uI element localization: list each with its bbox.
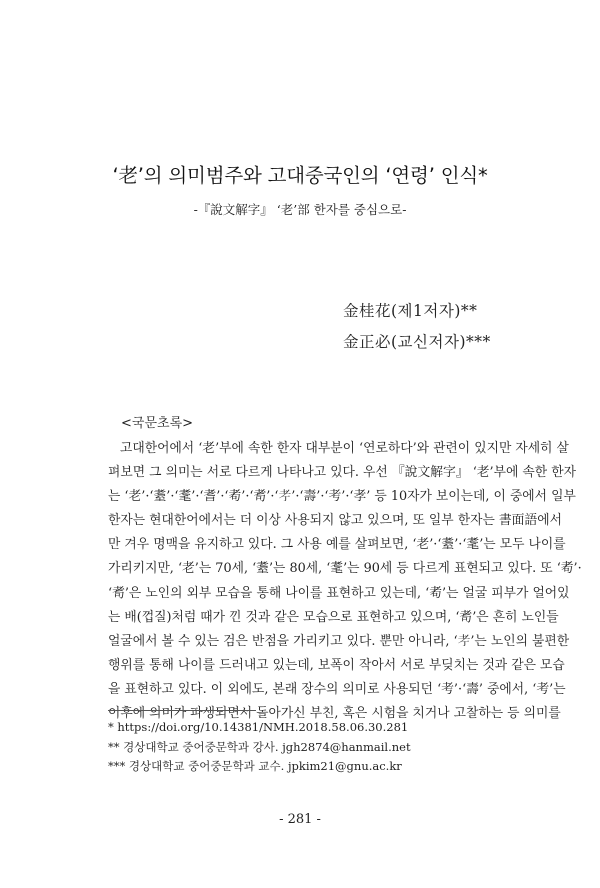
- paper-title: ‘老’의 의미범주와 고대중국인의 ‘연령’ 인식*: [112, 164, 488, 187]
- abstract-line: 만 겨우 명맥을 유지하고 있다. 그 사용 예를 살펴보면, ‘老’·‘耋’·‘耄’는 모두 나이를: [108, 537, 566, 553]
- footnotes: [108, 718, 520, 777]
- abstract-heading: <국문초록>: [121, 416, 194, 431]
- abstract-line: 이후에 의미가 파생되면서 돌아가신 부친, 혹은 시험을 치거나 고찰하는 등 의미를: [108, 706, 561, 722]
- paper-subtitle: -『說文解字』 ‘老’部 한자를 중심으로-: [193, 202, 407, 217]
- footnote-doi: * https://doi.org/10.14381/NMH.2018.58.06.30.281: [108, 720, 409, 734]
- abstract-body: [108, 437, 582, 726]
- abstract-line: 펴보면 그 의미는 서로 다르게 나타나고 있다. 우선 『說文解字』 ‘老’부에 속한 한자: [108, 465, 576, 481]
- author-first: 金桂花(제1저자)**: [343, 302, 478, 320]
- footnote-corresponding-author: *** 경상대학교 중어중문학과 교수. jpkim21@gnu.ac.kr: [108, 759, 402, 773]
- abstract-line: 한자는 현대한어에서는 더 이상 사용되지 않고 있으며, 또 일부 한자는 書面語에서: [108, 513, 562, 529]
- abstract-line: 행위를 통해 나이를 드러내고 있는데, 보폭이 작아서 서로 부딪치는 것과 같은 모습: [108, 657, 565, 673]
- abstract-line: 얼굴에서 볼 수 있는 검은 반점을 가리키고 있다. 뿐만 아니라, ‘𦒱’는 노인의 불편한: [108, 633, 570, 649]
- page-number: - 281 -: [279, 812, 321, 827]
- abstract-line: 고대한어에서 ‘老’부에 속한 한자 대부분이 ‘연로하다’와 관련이 있지만 자세히 살: [120, 441, 569, 456]
- footnote-divider: [108, 710, 256, 711]
- abstract-line: 을 표현하고 있다. 이 외에도, 본래 장수의 의미로 사용되던 ‘考’·‘壽’ 중에서, ‘考’는: [108, 681, 566, 697]
- abstract-line: 는 배(껍질)처럼 때가 낀 것과 같은 모습으로 표현하고 있으며, ‘耉’은 흔히 노인들: [108, 609, 559, 625]
- author-corresponding: 金正必(교신저자)***: [343, 333, 491, 351]
- abstract-line: ‘耉’은 노인의 외부 모습을 통해 나이를 표현하고 있는데, ‘耇’는 얼굴 피부가 얼어있: [108, 585, 570, 601]
- abstract-line: 는 ‘老’·‘耋’·‘耄’·‘耆’·‘耇’·‘耉’·‘𦒱’·‘壽’·‘考’·‘孝’ 등 10자가 보이는데, 이 중에서 일부: [108, 489, 576, 505]
- footnote-first-author: ** 경상대학교 중어중문학과 강사. jgh2874@hanmail.net: [108, 739, 411, 754]
- abstract-line: 가리키지만, ‘老’는 70세, ‘耋’는 80세, ‘耄’는 90세 등 다르게 표현되고 있다. 또 ‘耇’·: [108, 561, 582, 577]
